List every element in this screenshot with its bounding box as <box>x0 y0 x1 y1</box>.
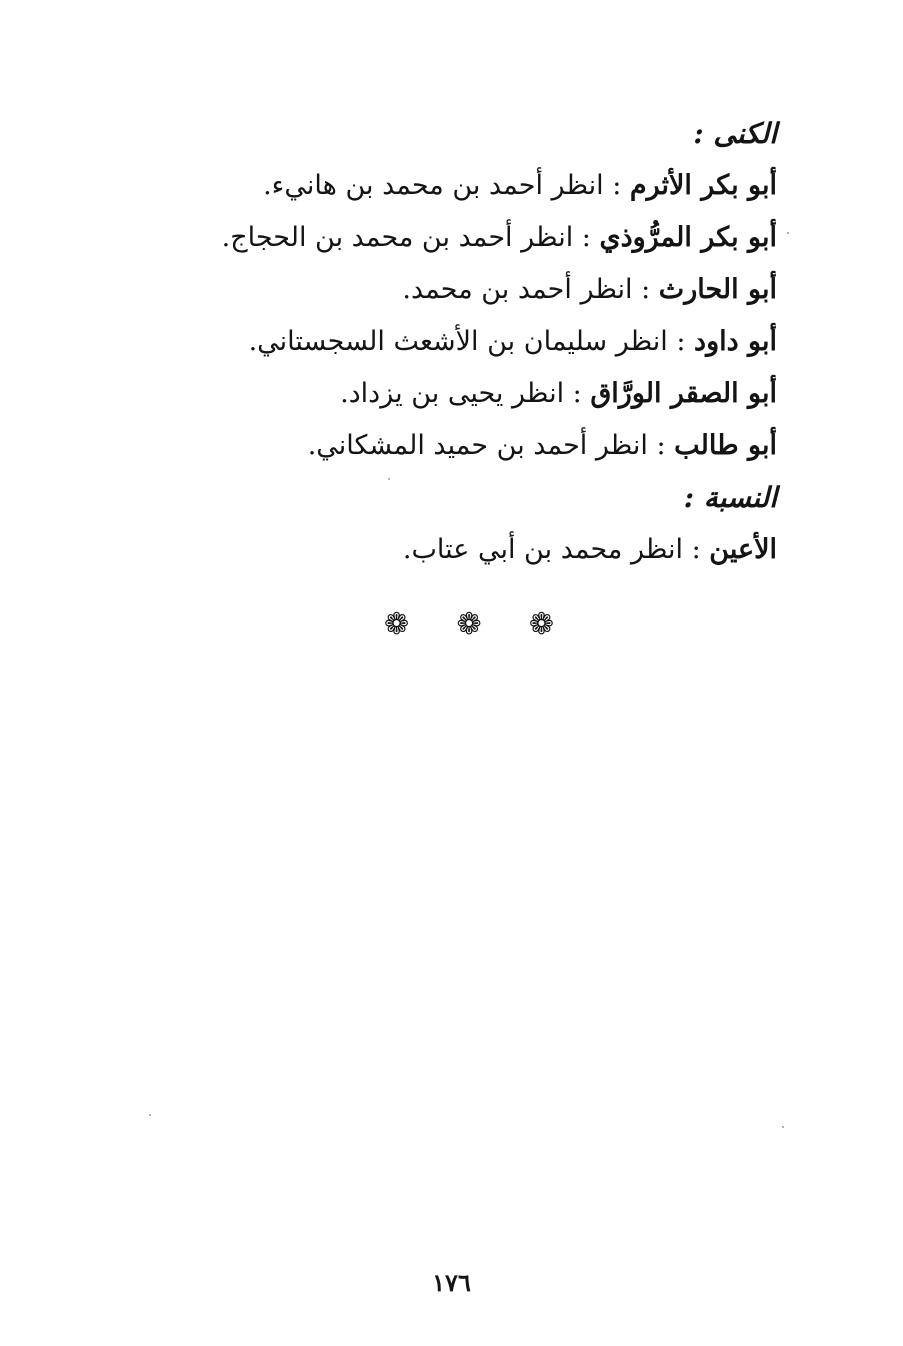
entry-reference: : انظر أحمد بن حميد المشكاني. <box>307 430 675 461</box>
entry-name: أبو الصقر الورَّاق <box>590 378 777 409</box>
flower-ornament-icon: ❁ <box>384 607 410 642</box>
flower-ornament-icon: ❁ <box>456 607 482 642</box>
page-number: ١٧٦ <box>432 1268 471 1297</box>
scan-speck <box>149 1114 151 1116</box>
index-entry <box>217 420 777 472</box>
entry-name: أبو الحارث <box>658 274 777 305</box>
section-heading-nisba: النسبة : <box>683 481 777 514</box>
entry-reference: : انظر أحمد بن محمد بن الحجاج. <box>221 222 600 253</box>
section-heading-kuna: الكنى : <box>693 117 777 150</box>
index-entry <box>217 212 777 264</box>
index-entry <box>217 524 777 576</box>
entry-name: الأعين <box>709 534 777 565</box>
index-entry <box>217 368 777 420</box>
entry-name: أبو بكر المرُّوذي <box>599 222 777 253</box>
section-end-ornaments <box>384 608 554 642</box>
index-entry <box>217 264 777 316</box>
entry-reference: : انظر يحيى بن يزداد. <box>340 378 591 409</box>
scan-speck <box>787 232 789 234</box>
index-entry <box>217 160 777 212</box>
entry-reference: : انظر سليمان بن الأشعث السجستاني. <box>248 326 695 357</box>
entry-name: أبو داود <box>694 326 777 357</box>
entry-name: أبو بكر الأثرم <box>629 170 777 201</box>
index-text-block <box>217 108 777 576</box>
entry-reference: : انظر أحمد بن محمد. <box>402 274 659 305</box>
scan-speck <box>782 1126 784 1128</box>
scan-speck <box>388 478 390 480</box>
flower-ornament-icon: ❁ <box>528 607 554 642</box>
index-entry <box>217 316 777 368</box>
entry-reference: : انظر أحمد بن محمد بن هانيء. <box>263 170 630 201</box>
entry-reference: : انظر محمد بن أبي عتاب. <box>402 534 710 565</box>
entry-name: أبو طالب <box>674 430 777 461</box>
